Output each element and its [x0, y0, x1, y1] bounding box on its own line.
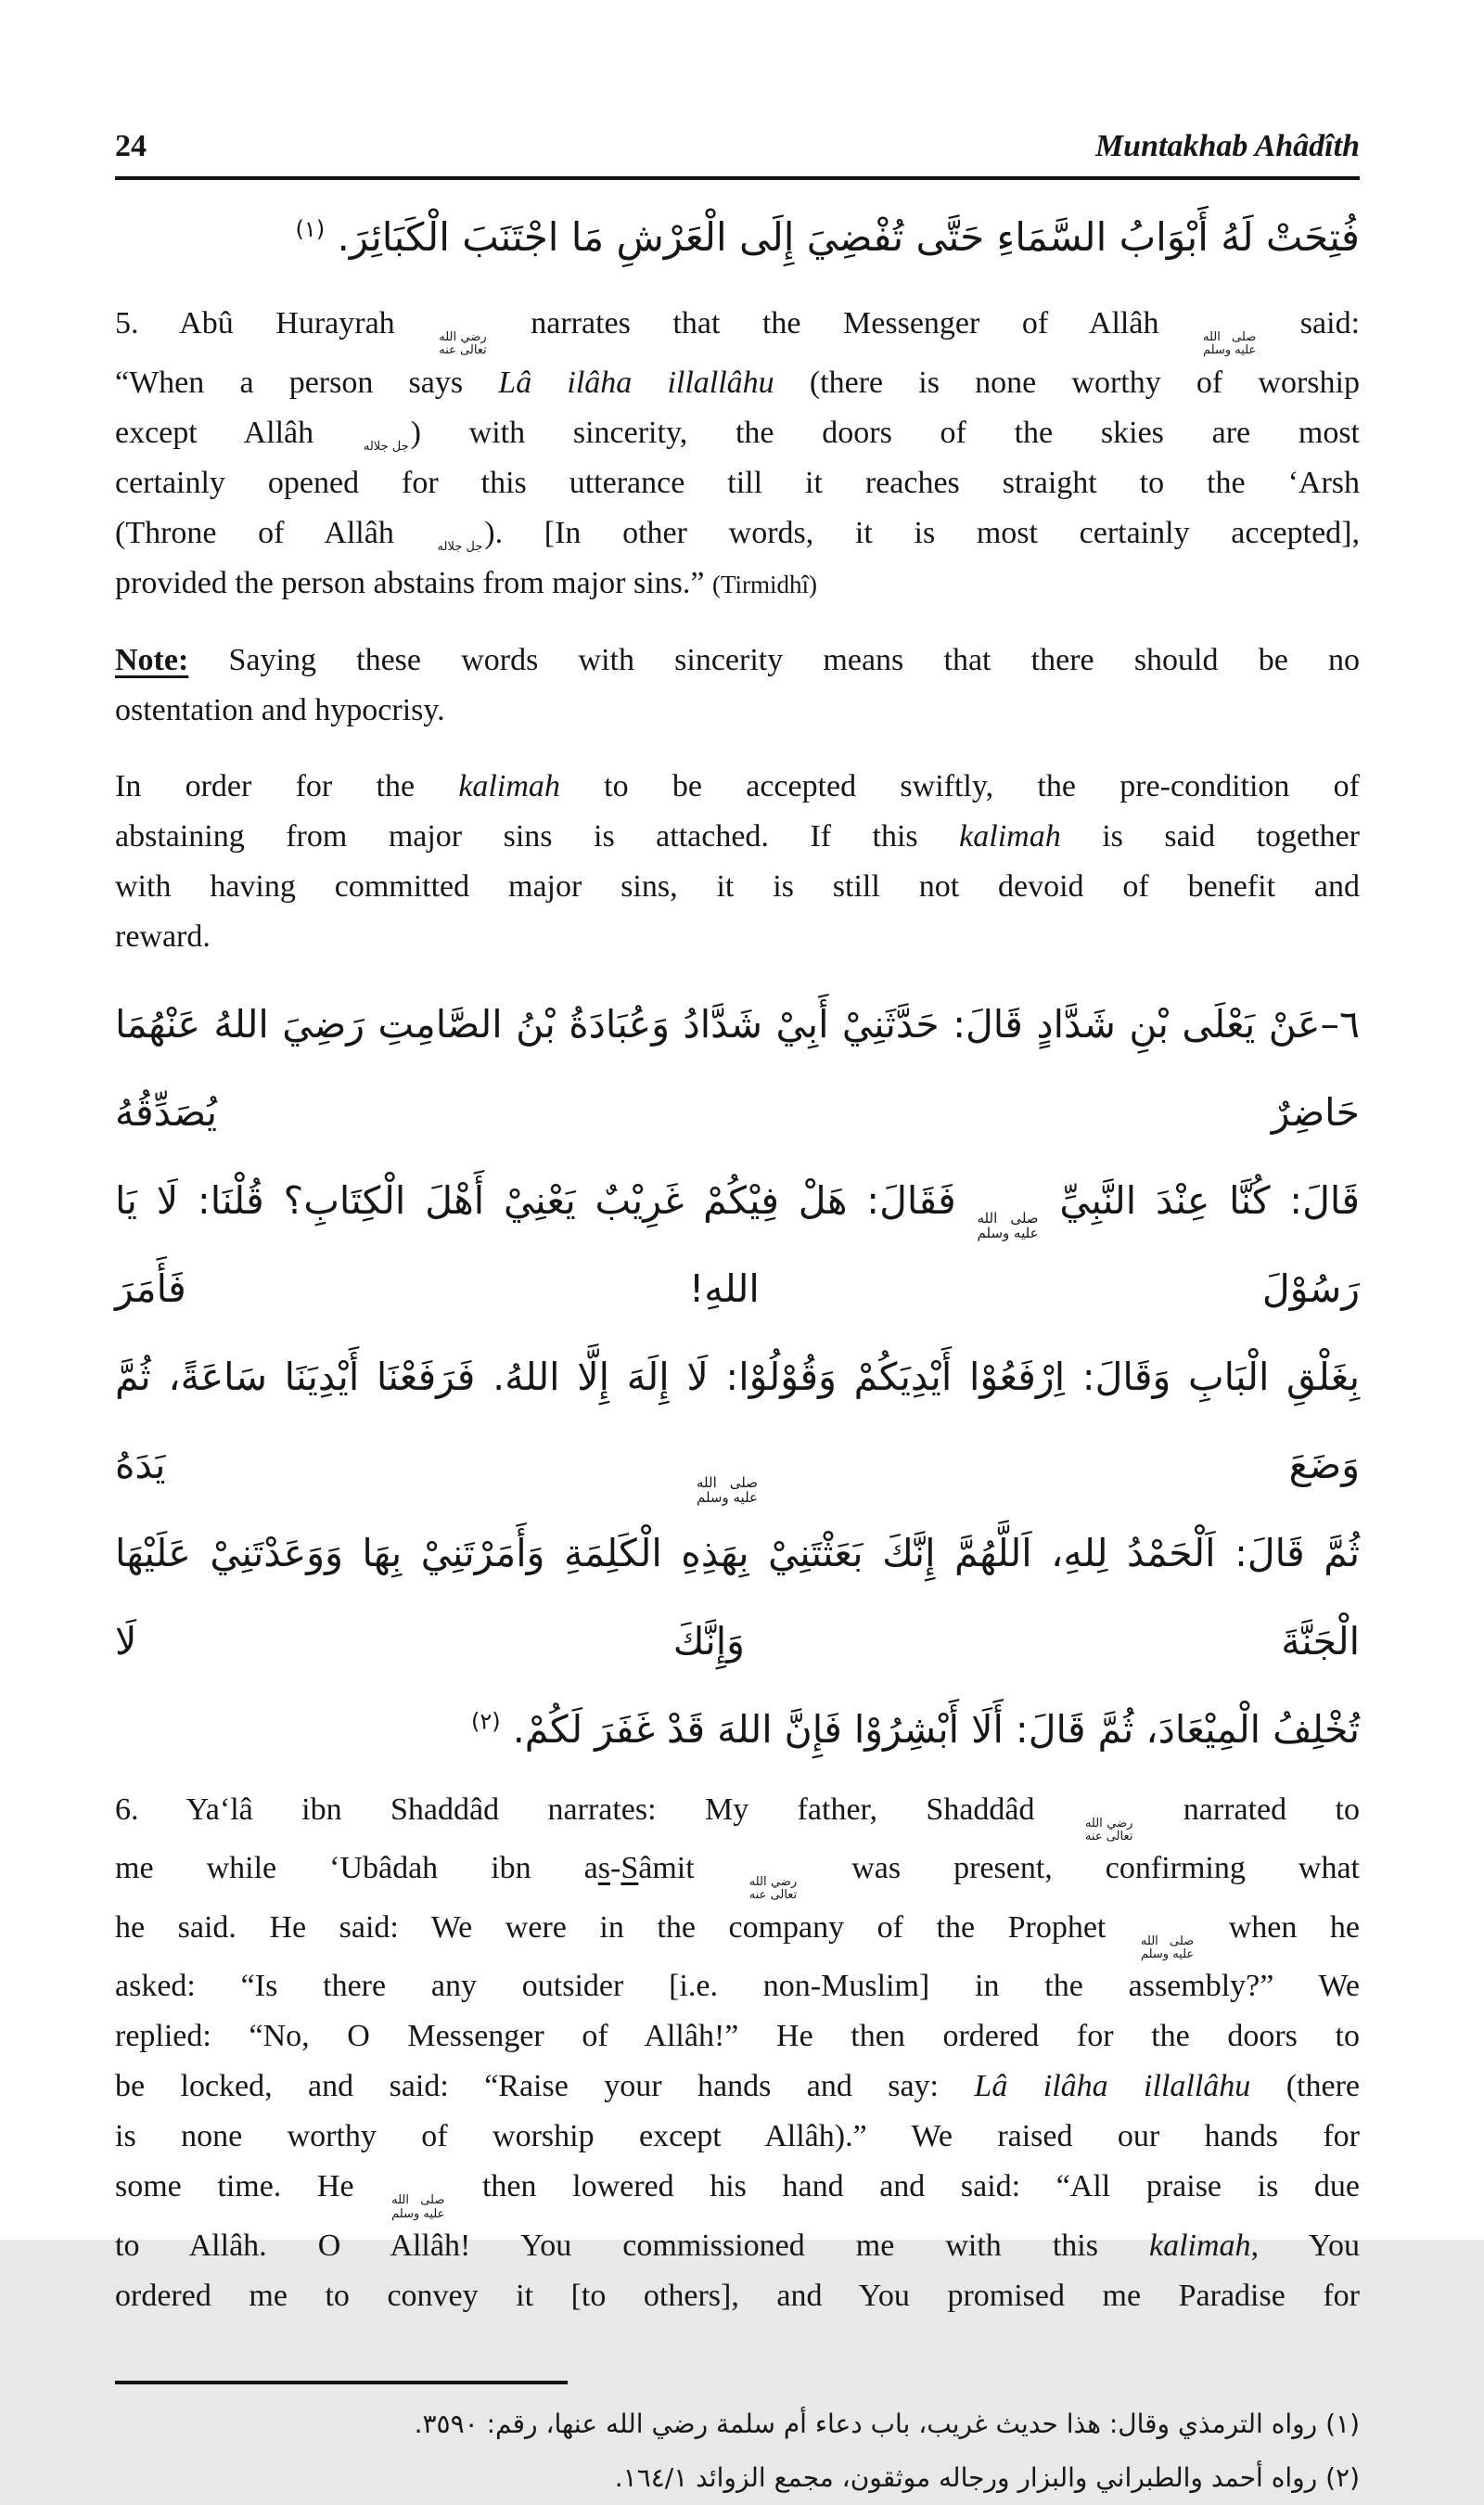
- text-segment: ) with sincerity, the doors of the skies are most: [410, 415, 1360, 450]
- text-segment: (Throne of Allâh: [115, 515, 436, 550]
- text-line: [115, 458, 1360, 508]
- page-header: [115, 0, 1360, 180]
- footnote-divider: [115, 2381, 568, 2384]
- honorific-row: رضي الله: [1084, 1816, 1133, 1831]
- text-segment: provided the person abstains from major sins.”: [115, 565, 712, 600]
- honorific-row: رضي الله: [748, 1875, 798, 1890]
- text-segment: “When a person says: [115, 365, 499, 400]
- honorific-saw-icon: [390, 2194, 446, 2221]
- text-segment: 6. Ya‘lâ ibn Shaddâd narrates: My father, Shaddâd: [115, 1792, 1083, 1827]
- text-line: [115, 559, 1360, 610]
- text-line: [115, 686, 1360, 736]
- text-line: [115, 299, 1360, 358]
- text-segment: -: [610, 1851, 621, 1886]
- text-segment: reward.: [115, 918, 211, 954]
- text-segment: narrates that the Messenger of Allâh: [488, 306, 1202, 340]
- text-segment: to be accepted swiftly, the pre-condition of: [559, 768, 1360, 803]
- text-line: [115, 2062, 1360, 2112]
- honorific-row: صلى الله: [977, 1209, 1039, 1227]
- hadith-6-arabic: [115, 981, 1360, 1774]
- text-line: [115, 2451, 1360, 2505]
- text-segment: me while ‘Ubâdah ibn a: [115, 1851, 598, 1886]
- text-segment: ordered me to convey it [to others], and You promised me Paradise for: [115, 2278, 1360, 2313]
- text-segment: was present, confirming what: [799, 1851, 1360, 1886]
- commentary-paragraph: [115, 762, 1360, 962]
- honorific-row: تعالى عنه: [1084, 1829, 1133, 1843]
- honorific-row: صلى الله: [391, 2193, 445, 2208]
- honorific-rad-icon: [1083, 1818, 1134, 1844]
- text-segment: be locked, and said: “Raise your hands and say:: [115, 2069, 975, 2104]
- text-segment: , You: [1250, 2228, 1360, 2263]
- text-segment: then lowered his hand and said: “All praise is due: [446, 2169, 1360, 2204]
- honorific-row: صلى الله: [1140, 1933, 1195, 1948]
- text-segment: تُخْلِفُ الْمِيْعَادَ، ثُمَّ قَالَ: أَلَا أَبْشِرُوْا فَإِنَّ اللهَ قَدْ غَفَرَ لَكُمْ.: [500, 1706, 1360, 1752]
- honorific-rad-icon: [748, 1876, 799, 1903]
- text-segment: is said together: [1060, 818, 1361, 854]
- honorific-jj-icon: [436, 541, 485, 554]
- hadith-5-paragraph: [115, 299, 1360, 610]
- text-line: [115, 1961, 1360, 2011]
- note-paragraph: [115, 636, 1360, 736]
- honorific-row: رضي الله: [439, 330, 487, 344]
- text-segment: فُتِحَتْ لَهُ أَبْوَابُ السَّمَاءِ حَتَّى تُفْضِيَ إِلَى الْعَرْشِ مَا اجْتَنَبَ الْكَبَائِرَ.: [325, 214, 1360, 260]
- text-segment: يَدَهُ: [115, 1442, 695, 1487]
- text-line: [115, 981, 1360, 1157]
- hadith-6-paragraph: [115, 1785, 1360, 2321]
- footnotes: [115, 2397, 1360, 2505]
- text-line: [115, 1157, 1360, 1333]
- text-segment: (١): [295, 216, 326, 242]
- text-segment: 5. Abû Hurayrah: [115, 306, 438, 340]
- text-segment: فَقَالَ: هَلْ فِيْكُمْ غَرِيْبٌ يَعْنِيْ أَهْلَ الْكِتَابِ؟ قُلْنَا: لَا يَا رَسُوْلَ اللهِ! فَأَمَرَ: [115, 1177, 1360, 1311]
- honorific-saw-icon: [1139, 1935, 1196, 1962]
- honorific-saw-icon: [1201, 331, 1258, 358]
- honorific-saw-icon: [976, 1211, 1041, 1241]
- text-segment: In order for the: [115, 768, 459, 803]
- text-segment: is none worthy of worship except Allâh).” We raised our hands for: [115, 2119, 1360, 2154]
- book-title: Muntakhab Ahâdîth: [1094, 129, 1360, 163]
- honorific-row: صلى الله: [696, 1473, 758, 1491]
- text-line: [115, 1509, 1360, 1686]
- text-line: [115, 195, 1360, 280]
- text-segment: ثُمَّ قَالَ: اَلْحَمْدُ لِلهِ، اَللَّهُمَّ إِنَّكَ بَعَثْتَنِيْ بِهَذِهِ الْكَلِمَةِ وَأَمَرْتَنِيْ بِهَا وَوَعَدْتَنِيْ عَلَيْهَا الْجَنَّةَ وَإِنَّكَ لَا: [115, 1530, 1360, 1664]
- text-line: [115, 1333, 1360, 1509]
- text-line: [115, 636, 1360, 686]
- text-segment: he said. He said: We were in the company of the Prophet: [115, 1909, 1139, 1945]
- text-line: [115, 1686, 1360, 1774]
- text-segment: replied: “No, O Messenger of Allâh!” He then ordered for the doors to: [115, 2019, 1360, 2054]
- text-segment: ). [In other words, it is most certainly accepted],: [484, 515, 1360, 550]
- text-segment: narrated to: [1134, 1792, 1361, 1827]
- text-line: [115, 508, 1360, 559]
- honorific-jj-icon: [362, 441, 411, 454]
- text-segment: kalimah: [458, 768, 560, 803]
- text-line: [115, 2112, 1360, 2162]
- text-segment: some time. He: [115, 2169, 390, 2204]
- honorific-rad-icon: [437, 331, 488, 358]
- text-segment: (there is none worthy of worship: [774, 365, 1360, 400]
- text-line: [115, 912, 1360, 962]
- text-segment: asked: “Is there any outsider [i.e. non-Muslim] in the assembly?” We: [115, 1969, 1360, 2004]
- text-line: [115, 862, 1360, 912]
- text-line: [115, 358, 1360, 408]
- text-line: [115, 1903, 1360, 1962]
- honorific-row: تعالى عنه: [748, 1888, 798, 1903]
- text-segment: (٢): [471, 1707, 501, 1734]
- honorific-row: تعالى عنه: [439, 343, 487, 358]
- honorific-row: عليه وسلم: [696, 1489, 758, 1507]
- text-segment: Lâ ilâha illallâhu: [974, 2069, 1251, 2104]
- text-segment: kalimah: [1149, 2228, 1251, 2263]
- text-segment: (١) رواه الترمذي وقال: هذا حديث غريب، باب دعاء أم سلمة رضي الله عنها، رقم: ٣٥٩٠.: [414, 2408, 1360, 2439]
- hadith-5-arabic-continuation: [115, 195, 1360, 280]
- text-segment: abstaining from major sins is attached. If this: [115, 818, 960, 854]
- text-line: [115, 762, 1360, 812]
- honorific-saw-icon: [695, 1475, 760, 1506]
- honorific-row: صلى الله: [1203, 330, 1257, 344]
- text-segment: (٢) رواه أحمد والطبراني والبزار ورجاله موثقون، مجمع الزوائد ١٦٤/١.: [614, 2461, 1360, 2493]
- text-line: [115, 2011, 1360, 2062]
- text-line: [115, 1785, 1360, 1844]
- text-segment: kalimah: [959, 818, 1061, 854]
- text-segment: when he: [1196, 1909, 1360, 1945]
- text-segment: بِغَلْقِ الْبَابِ وَقَالَ: اِرْفَعُوْا أَيْدِيَكُمْ وَقُوْلُوْا: لَا إِلَهَ إِلَّا اللهُ. فَرَفَعْنَا أَيْدِيَنَا سَاعَةً، ثُمَّ وَضَعَ: [115, 1354, 1360, 1487]
- text-line: [115, 408, 1360, 458]
- text-segment: certainly opened for this utterance till it reaches straight to the ‘Arsh: [115, 465, 1360, 500]
- text-line: [115, 1843, 1360, 1903]
- honorific-row: عليه وسلم: [1203, 343, 1257, 358]
- text-segment: except Allâh: [115, 415, 362, 450]
- text-segment: Saying these words with sincerity means that there should be no: [188, 642, 1360, 677]
- text-segment: (there: [1250, 2069, 1360, 2104]
- honorific-row: جل جلاله: [363, 439, 409, 454]
- text-segment: قَالَ: كُنَّا عِنْدَ النَّبِيِّ: [1040, 1177, 1360, 1223]
- text-segment: ostentation and hypocrisy.: [115, 692, 445, 727]
- text-segment: ٦–عَنْ يَعْلَى بْنِ شَدَّادٍ قَالَ: حَدَّثَنِيْ أَبِيْ شَدَّادُ وَعُبَادَةُ بْنُ الصَّامِتِ رَضِيَ اللهُ عَنْهُمَا حَاضِرٌ يُصَدِّقُهُ: [115, 1001, 1360, 1135]
- text-segment: Note:: [115, 642, 189, 677]
- text-segment: âmit: [638, 1851, 748, 1886]
- text-segment: S: [620, 1851, 639, 1886]
- text-line: [115, 2271, 1360, 2321]
- text-segment: to Allâh. O Allâh! You commissioned me with this: [115, 2228, 1150, 2263]
- text-segment: with having committed major sins, it is still not devoid of benefit and: [115, 868, 1360, 904]
- text-segment: s: [597, 1851, 611, 1886]
- text-line: [115, 2162, 1360, 2221]
- honorific-row: عليه وسلم: [977, 1225, 1039, 1242]
- text-line: [115, 812, 1360, 862]
- text-line: [115, 2397, 1360, 2451]
- text-segment: Lâ ilâha illallâhu: [498, 365, 774, 400]
- text-line: [115, 2221, 1360, 2271]
- honorific-row: عليه وسلم: [391, 2206, 445, 2221]
- page-number: 24: [115, 129, 147, 163]
- text-segment: (Tirmidhî): [711, 570, 818, 598]
- honorific-row: عليه وسلم: [1140, 1947, 1195, 1962]
- honorific-row: جل جلاله: [437, 539, 483, 554]
- text-segment: said:: [1258, 306, 1361, 340]
